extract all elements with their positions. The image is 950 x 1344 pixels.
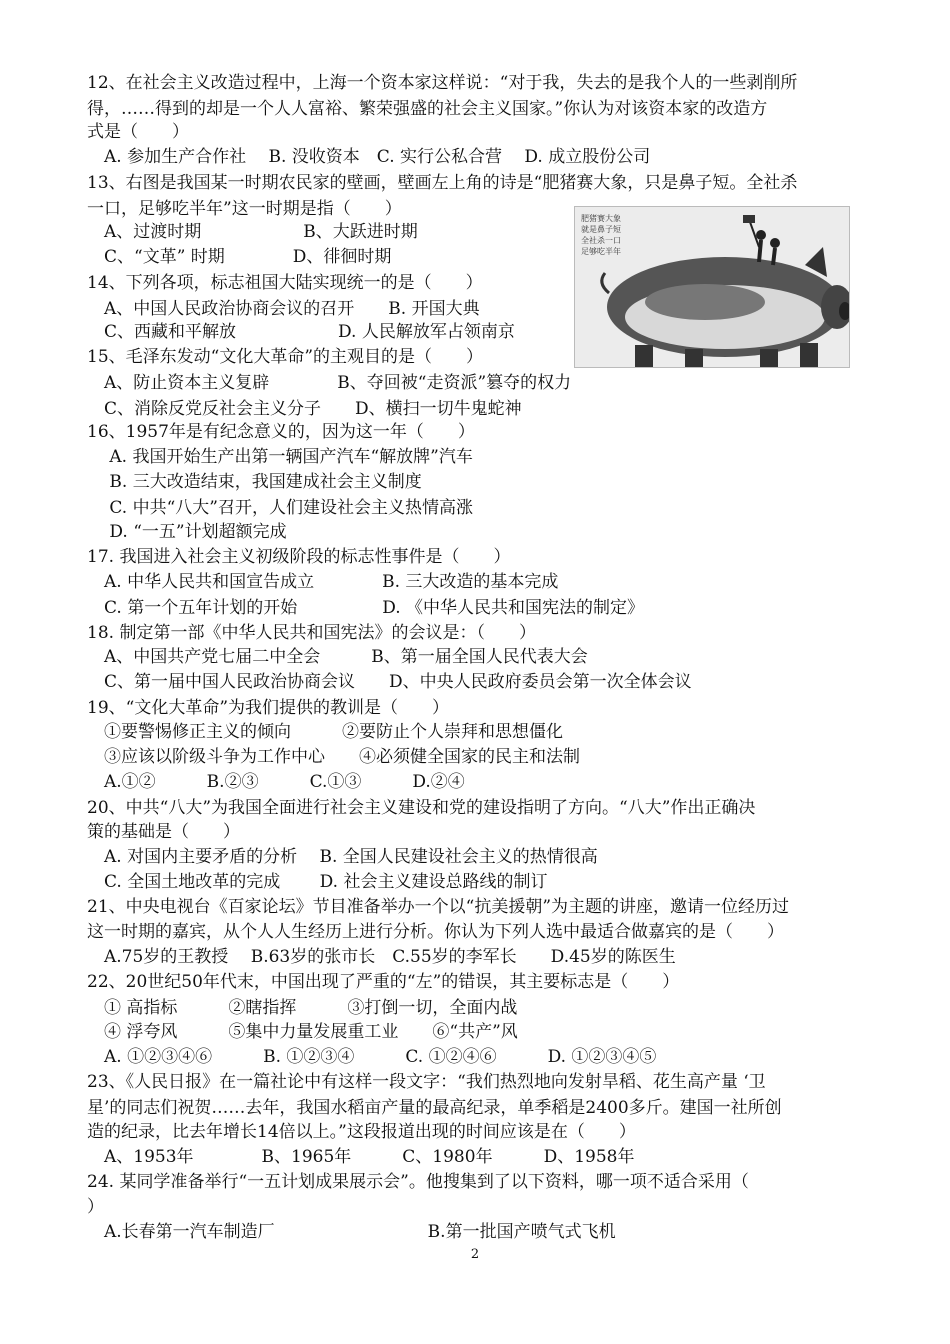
text-line: 16、1957年是有纪念意义的，因为这一年（ ）: [87, 422, 475, 442]
text-line: A、防止资本主义复辟 B、夺回被“走资派”篡夺的权力: [87, 373, 572, 393]
text-line: ① 高指标 ②瞎指挥 ③打倒一切，全面内战: [87, 998, 518, 1018]
text-line: A、中国人民政治协商会议的召开 B. 开国大典: [87, 299, 480, 319]
text-line: 式是（ ）: [87, 122, 189, 142]
text-line: A、中国共产党七届二中全会 B、第一届全国人民代表大会: [87, 647, 588, 667]
text-line: 24. 某同学准备举行“一五计划成果展示会”。他搜集到了以下资料，哪一项不适合采用（: [87, 1172, 749, 1192]
text-line: 一口，足够吃半年”这一时期是指（ ）: [87, 199, 402, 219]
text-line: C. 全国土地改革的完成 D. 社会主义建设总路线的制订: [87, 872, 548, 892]
text-line: 19、“文化大革命”为我们提供的教训是（ ）: [87, 698, 450, 718]
text-line: D. “一五”计划超额完成: [87, 522, 287, 542]
text-line: C、消除反党反社会主义分子 D、横扫一切牛鬼蛇神: [87, 399, 522, 419]
text-line: 17. 我国进入社会主义初级阶段的标志性事件是（ ）: [87, 547, 511, 567]
text-line: 23、《人民日报》在一篇社论中有这样一段文字：“我们热烈地向发射旱稻、花生高产量 ‘卫: [87, 1072, 766, 1092]
text-line: 12、在社会主义改造过程中，上海一个资本家这样说：“对于我，失去的是我个人的一些剥削所: [87, 73, 798, 93]
text-line: 星’的同志们祝贺……去年，我国水稻亩产量的最高纪录，单季稻是2400多斤。建国一社所创: [87, 1098, 782, 1118]
poem-line: 全社杀一口: [581, 236, 621, 245]
text-line: C、第一届中国人民政治协商会议 D、中央人民政府委员会第一次全体会议: [87, 672, 692, 692]
text-line: ③应该以阶级斗争为工作中心 ④必须健全国家的民主和法制: [87, 747, 580, 767]
text-line: ④ 浮夸风 ⑤集中力量发展重工业 ⑥“共产”风: [87, 1022, 518, 1042]
text-line: 21、中央电视台《百家论坛》节目准备举办一个以“抗美援朝”为主题的讲座，邀请一位经历过: [87, 897, 790, 917]
text-line: 20、中共“八大”为我国全面进行社会主义建设和党的建设指明了方向。“八大”作出正确决: [87, 798, 756, 818]
text-line: 这一时期的嘉宾，从个人人生经历上进行分析。你认为下列人选中最适合做嘉宾的是（ ）: [87, 922, 784, 942]
text-line: 13、右图是我国某一时期农民家的壁画，壁画左上角的诗是“肥猪赛大象，只是鼻子短。全社杀: [87, 173, 798, 193]
text-line: C. 第一个五年计划的开始 D. 《中华人民共和国宪法的制定》: [87, 598, 645, 618]
page-number: 2: [470, 1247, 480, 1262]
text-line: 18. 制定第一部《中华人民共和国宪法》的会议是：（ ）: [87, 623, 536, 643]
text-line: A. 对国内主要矛盾的分析 B. 全国人民建设社会主义的热情很高: [87, 847, 598, 867]
text-line: 15、毛泽东发动“文化大革命”的主观目的是（ ）: [87, 347, 484, 367]
text-line: A、1953年 B、1965年 C、1980年 D、1958年: [87, 1147, 635, 1167]
text-line: C、西藏和平解放 D. 人民解放军占领南京: [87, 322, 515, 342]
poem-line: 足够吃半年: [581, 247, 621, 256]
text-line: A.75岁的王教授 B.63岁的张市长 C.55岁的李军长 D.45岁的陈医生: [87, 947, 676, 967]
text-line: 得，……得到的却是一个人人富裕、繁荣强盛的社会主义国家。”你认为对该资本家的改造方: [87, 99, 768, 119]
text-line: A. 参加生产合作社 B. 没收资本 C. 实行公私合营 D. 成立股份公司: [87, 147, 651, 167]
text-line: 14、下列各项，标志祖国大陆实现统一的是（ ）: [87, 273, 483, 293]
text-line: 策的基础是（ ）: [87, 822, 240, 842]
text-line: 22、20世纪50年代末，中国出现了严重的“左”的错误，其主要标志是（ ）: [87, 972, 680, 992]
text-line: A. ①②③④⑥ B. ①②③④ C. ①②④⑥ D. ①②③④⑤: [87, 1047, 657, 1067]
poem-line: 肥猪赛大象: [581, 214, 621, 223]
text-line: B. 三大改造结束，我国建成社会主义制度: [87, 472, 422, 492]
text-line: ①要警惕修正主义的倾向 ②要防止个人崇拜和思想僵化: [87, 722, 563, 742]
text-line: C. 中共“八大”召开，人们建设社会主义热情高涨: [87, 498, 473, 518]
pig-mural-figure: [574, 206, 850, 368]
text-line: A. 中华人民共和国宣告成立 B. 三大改造的基本完成: [87, 572, 559, 592]
text-line: A、过渡时期 B、大跃进时期: [87, 222, 418, 242]
mural-poem: [581, 213, 621, 257]
poem-line: 就是鼻子短: [581, 225, 621, 234]
text-line: A.①② B.②③ C.①③ D.②④: [87, 772, 465, 792]
text-line: 造的纪录，比去年增长14倍以上。”这段报道出现的时间应该是在（ ）: [87, 1122, 636, 1142]
text-line: ）: [87, 1197, 104, 1217]
text-line: A.长春第一汽车制造厂 B.第一批国产喷气式飞机: [87, 1222, 616, 1242]
text-line: C、“文革” 时期 D、徘徊时期: [87, 247, 392, 267]
text-line: A. 我国开始生产出第一辆国产汽车“解放牌”汽车: [87, 447, 473, 467]
